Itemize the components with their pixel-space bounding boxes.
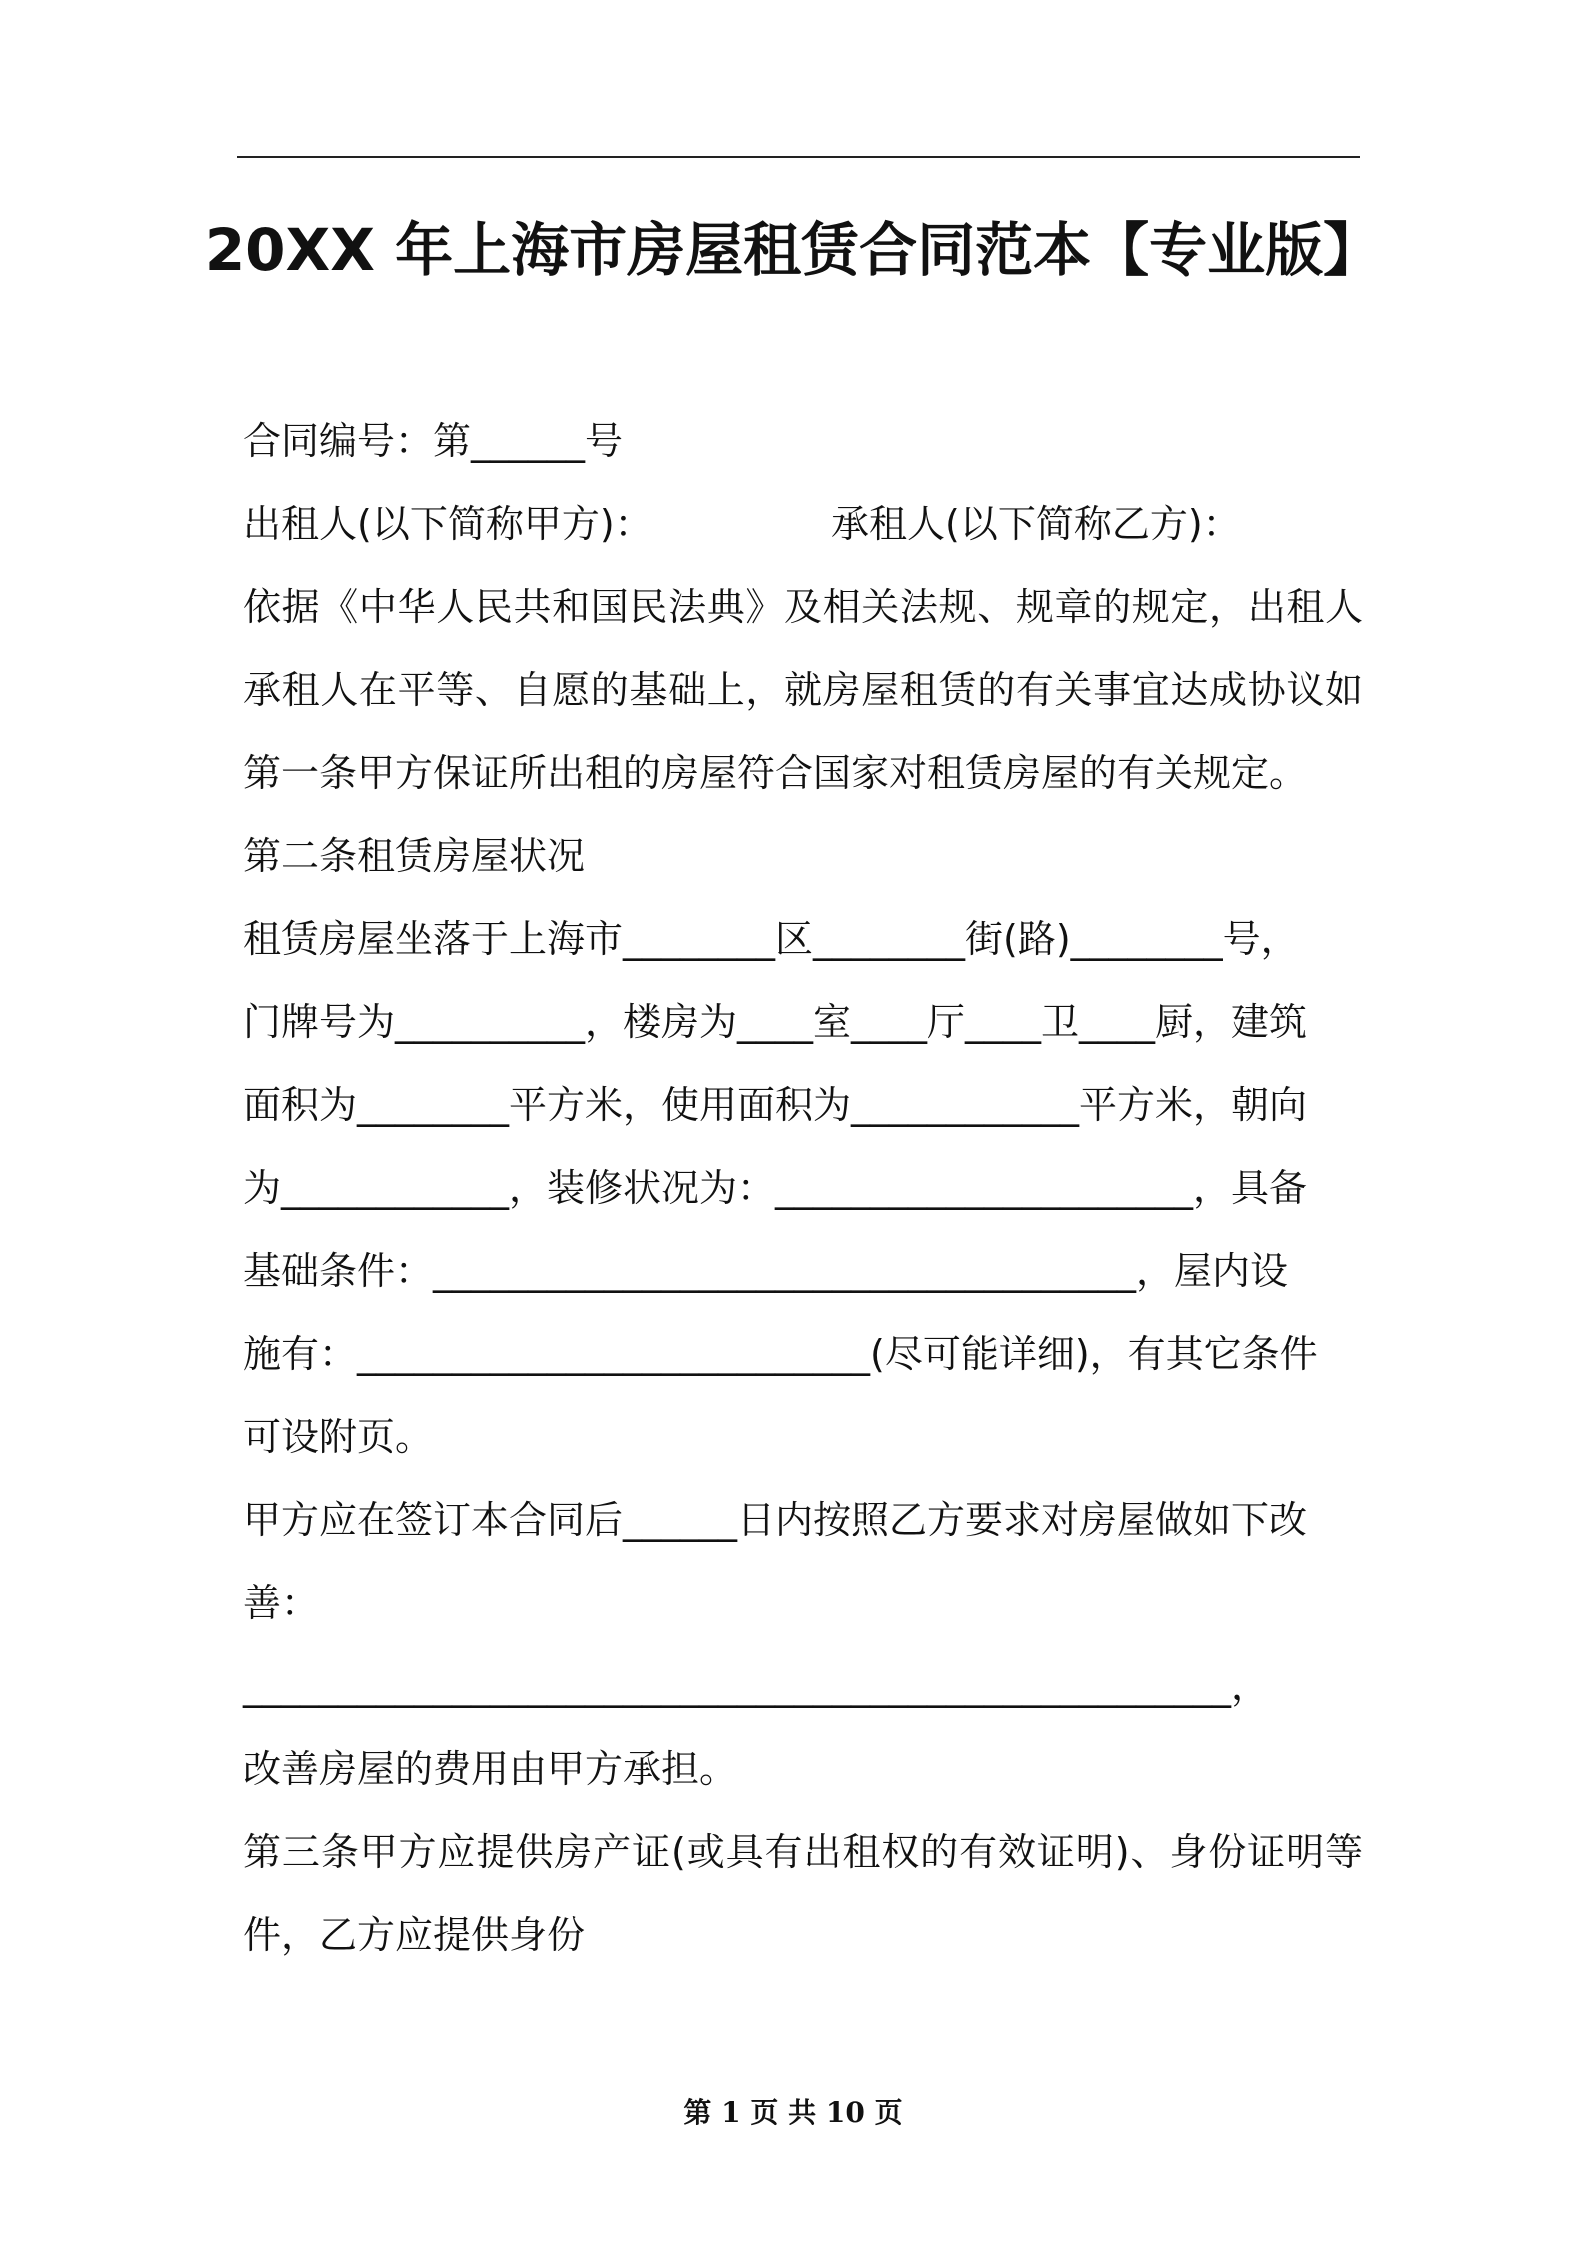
header-rule: [237, 156, 1360, 158]
lessor-label: 出租人(以下简称甲方)：: [243, 502, 653, 546]
document-title: 20XX 年上海市房屋租赁合同范本【专业版】: [204, 216, 1382, 284]
clause-2-heading: 第二条租赁房屋状况: [243, 834, 586, 878]
body-line: 承租人在平等、自愿的基础上，就房屋租赁的有关事宜达成协议如: [243, 668, 1363, 712]
body-line: 件，乙方应提供身份: [243, 1913, 586, 1957]
contract-number: 合同编号：第______号: [243, 419, 624, 463]
body-line: 门牌号为__________，楼房为____室____厅____卫____厨，建筑: [243, 1000, 1308, 1044]
body-line: 可设附页。: [243, 1415, 434, 1459]
body-line: 租赁房屋坐落于上海市________区________街(路)________号，: [243, 917, 1299, 961]
body-line: 施有：___________________________(尽可能详细)，有其它条件: [243, 1332, 1318, 1376]
parties-line: [243, 483, 1363, 566]
body-line: 面积为________平方米，使用面积为____________平方米，朝向: [243, 1083, 1308, 1127]
page-footer: 第 1 页 共 10 页: [683, 2096, 903, 2129]
body-line: 依据《中华人民共和国民法典》及相关法规、规章的规定，出租人: [243, 585, 1363, 629]
clause-3: 第三条甲方应提供房产证(或具有出租权的有效证明)、身份证明等: [243, 1830, 1363, 1874]
document-body: [243, 400, 1363, 1977]
lessee-label: 承租人(以下简称乙方)：: [831, 502, 1241, 546]
body-line: 善：: [243, 1581, 320, 1625]
body-line: 甲方应在签订本合同后______日内按照乙方要求对房屋做如下改: [243, 1498, 1308, 1542]
body-line: ____________________________________________________，: [243, 1664, 1270, 1708]
body-line: 改善房屋的费用由甲方承担。: [243, 1747, 738, 1791]
body-line: 为____________，装修状况为：______________________，具备: [243, 1166, 1308, 1210]
clause-1: 第一条甲方保证所出租的房屋符合国家对租赁房屋的有关规定。: [243, 751, 1308, 795]
body-line: 基础条件：_____________________________________，屋内设: [243, 1249, 1289, 1293]
